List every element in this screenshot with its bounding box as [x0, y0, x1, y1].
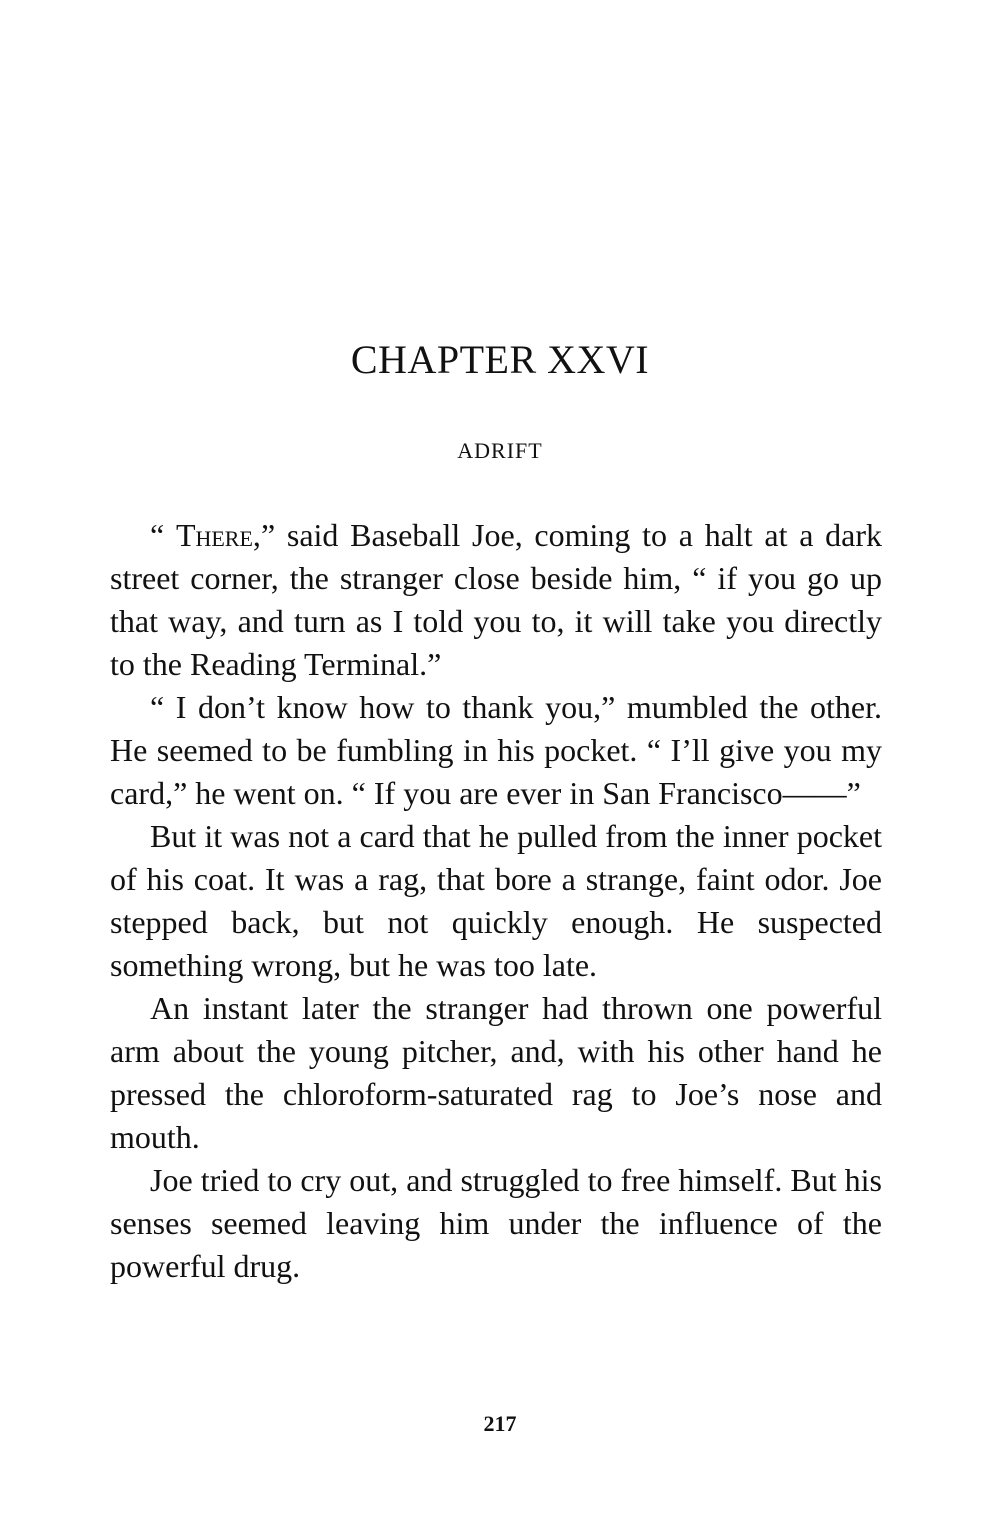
open-quote: “ [150, 517, 176, 553]
paragraph: Joe tried to cry out, and struggled to free himself. But his senses seemed leaving him under the influence of the powerful drug. [110, 1162, 882, 1284]
chapter-subtitle: ADRIFT [457, 438, 543, 463]
chapter-title: CHAPTER XXVI [350, 337, 650, 382]
paragraph: “ I don’t know how to thank you,” mumbled the other. He seemed to be fumbling in his pocket. “ I’ll give you my card,” he went on. “ If you are ever in San Francisco——” [110, 689, 882, 811]
page-number: 217 [483, 1411, 517, 1436]
paragraph-text: ” said Baseball Joe, coming to a halt at a dark street corner, the stranger close beside him, “ if you go up that way, and turn as I told you to, it will take you directly to the Reading Terminal.” [110, 517, 883, 682]
paragraph-lead-word: There, [175, 517, 261, 553]
paragraph [110, 514, 882, 686]
paragraph: An instant later the stranger had thrown one powerful arm about the young pitcher, and, with his other hand he pressed the chloroform-saturated rag to Joe’s nose and mouth. [110, 990, 882, 1155]
paragraph: But it was not a card that he pulled from the inner pocket of his coat. It was a rag, that bore a strange, faint odor. Joe stepped back, but not quickly enough. He suspected something wrong, but he was too late. [110, 818, 882, 983]
body-text [110, 514, 882, 1288]
